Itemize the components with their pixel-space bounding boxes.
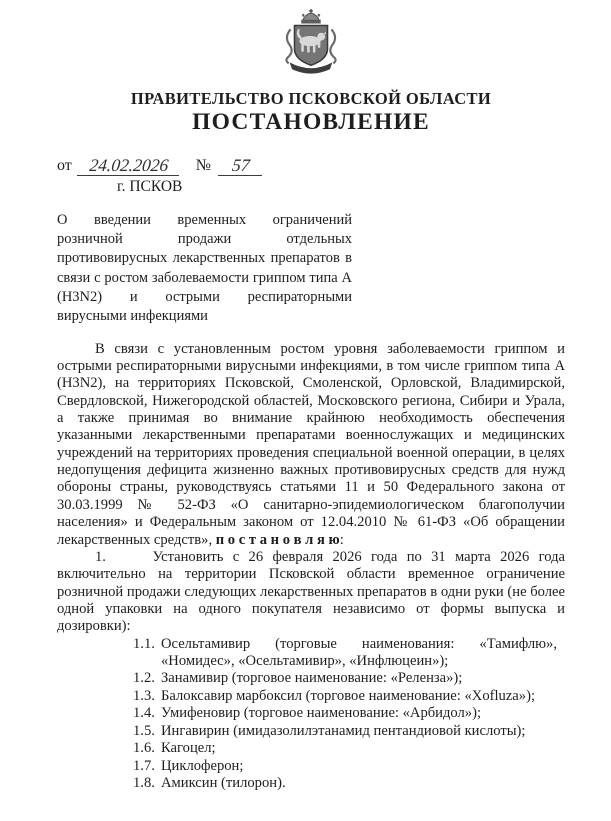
list-item bbox=[133, 740, 565, 757]
pskov-coat-of-arms-icon bbox=[280, 8, 342, 76]
list-item-number: 1.5. bbox=[133, 722, 155, 739]
list-item-text: Амиксин (тилорон). bbox=[161, 775, 286, 792]
number-label: № bbox=[195, 157, 212, 174]
handwritten-number: 57 bbox=[218, 155, 264, 176]
list-item-number: 1.4. bbox=[133, 705, 155, 722]
list-item-number: 1.3. bbox=[133, 687, 155, 704]
medications-list bbox=[133, 636, 565, 793]
from-label: от bbox=[57, 157, 72, 174]
list-item bbox=[133, 670, 565, 687]
list-item-text: Умифеновир (торговое наименование: «Арбидол»); bbox=[161, 705, 482, 722]
list-item-text: Занамивир (торговое наименование: «Реленза»); bbox=[161, 670, 463, 687]
list-item-text: Ингавирин (имидазолилэтанамид пентандиовой кислоты); bbox=[161, 722, 526, 739]
handwritten-date: 24.02.2026 bbox=[77, 155, 181, 176]
date-number-row bbox=[57, 155, 565, 176]
list-item-number: 1.7. bbox=[133, 757, 155, 774]
government-org-title: ПРАВИТЕЛЬСТВО ПСКОВСКОЙ ОБЛАСТИ bbox=[130, 89, 492, 108]
clause-1-paragraph: 1. Установить с 26 февраля 2026 года по 31 марта 2026 года включительно на территории Псковской области временное ограничение розничной продажи следующих лекарственных препаратов в одни руки (не более одной упаковки на одного покупателя независимо от формы выпуска и дозировки): bbox=[57, 548, 565, 635]
list-item-text: Осельтамивир (торговые наименования: «Тамифлю», «Номидес», «Осельтамивир», «Инфлюцеин»); bbox=[161, 635, 557, 670]
resolve-word: п о с т а н о в л я ю bbox=[215, 531, 340, 548]
document-type-title: ПОСТАНОВЛЕНИЕ bbox=[192, 109, 430, 135]
list-item-number: 1.2. bbox=[133, 670, 155, 687]
list-item bbox=[133, 688, 565, 705]
list-item bbox=[133, 705, 565, 722]
coat-of-arms bbox=[57, 8, 565, 76]
list-item-text: Кагоцел; bbox=[161, 740, 216, 757]
list-item-number: 1.1. bbox=[133, 635, 155, 652]
preamble-text: В связи с установленным ростом уровня заболеваемости гриппом и острыми респираторными вирусными инфекциями, в том числе гриппом типа А (H3N2), на территориях Псковской, Смоленской, Орловской, Владимирской, Свердловской, Нижегородской областей, Московского региона, Сибири и Урала, а также принимая во внимание крайнюю необходимость обеспечения указанными лекарственными препаратами военнослужащих и медицинских учреждений на территориях проведения специальной военной операции, в целях недопущения дефицита жизненно важных противовирусных средств для нужд обороны страны, руководствуясь статьями 11 и 50 Федерального закона от 30.03.1999 № 52-ФЗ «О санитарно-эпидемиологическом благополучии населения» и Федеральным законом от 12.04.2010 № 61-ФЗ «Об обращении лекарственных средств», bbox=[57, 340, 565, 548]
resolve-colon: : bbox=[339, 531, 344, 548]
city-line: г. ПСКОВ bbox=[117, 178, 183, 195]
decree-subject: О введении временных ограничений розничной продажи отдельных противовирусных лекарственных препаратов в связи с ростом заболеваемости гриппом типа А (H3N2) и острыми респираторными вирусными инфекциями bbox=[57, 212, 352, 325]
list-item-number: 1.8. bbox=[133, 775, 155, 792]
list-item bbox=[133, 758, 565, 775]
preamble-paragraph bbox=[57, 341, 565, 549]
list-item bbox=[133, 636, 565, 671]
list-item bbox=[133, 723, 565, 740]
list-item-text: Балоксавир марбоксил (торговое наименование: «Xofluza»); bbox=[161, 687, 535, 704]
list-item-number: 1.6. bbox=[133, 740, 155, 757]
list-item bbox=[133, 775, 565, 792]
list-item-text: Циклоферон; bbox=[161, 757, 244, 774]
